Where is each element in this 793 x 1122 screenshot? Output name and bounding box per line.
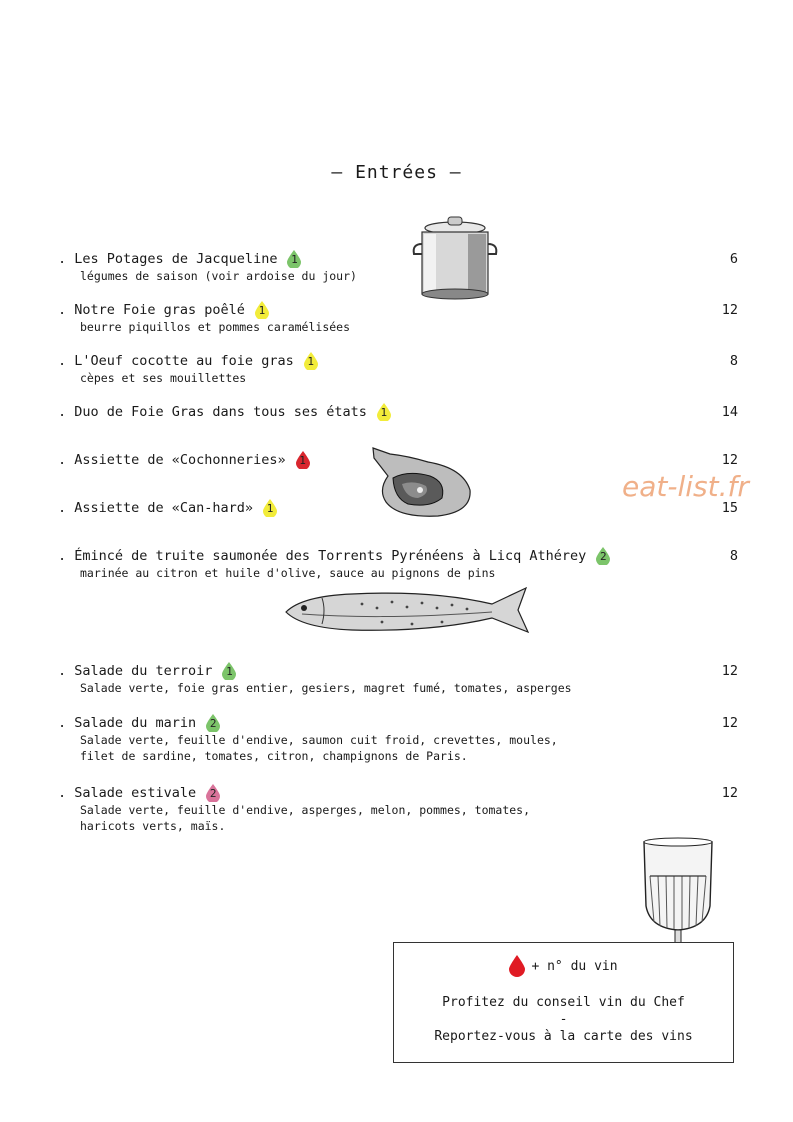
wine-drop-icon (304, 352, 318, 370)
legend-line-2: Profitez du conseil vin du Chef (442, 995, 685, 1010)
item-price: 12 (721, 452, 738, 468)
legend-line-1: + n° du vin (531, 958, 618, 974)
item-price: 12 (721, 715, 738, 731)
item-name: . Salade du marin (58, 715, 197, 731)
item-name: . Duo de Foie Gras dans tous ses états (58, 404, 367, 420)
wine-number: 1 (299, 454, 306, 467)
wine-legend (393, 942, 734, 1063)
wine-number: 1 (266, 502, 274, 515)
wine-number: 1 (291, 253, 298, 266)
red-drop-icon (509, 955, 525, 977)
item-desc: marinée au citron et huile d'olive, sauce au pignons de pins (80, 566, 496, 580)
item-desc: Salade verte, feuille d'endive, asperges, melon, pommes, tomates, (80, 803, 531, 817)
wine-number: 1 (226, 665, 233, 678)
legend-line-4: Reportez-vous à la carte des vins (434, 1029, 693, 1044)
item-name: . Notre Foie gras poêlé (58, 302, 245, 318)
wine-drop-icon (287, 250, 301, 268)
item-price: 12 (721, 663, 738, 679)
menu-item (58, 352, 738, 386)
wine-drop-icon (596, 547, 610, 565)
menu-item (58, 662, 738, 696)
wine-drop-icon (206, 784, 220, 802)
item-name: . L'Oeuf cocotte au foie gras (58, 353, 294, 369)
item-desc: légumes de saison (voir ardoise du jour) (80, 269, 357, 283)
item-desc: filet de sardine, tomates, citron, champignons de Paris. (80, 749, 468, 763)
menu-item (58, 301, 738, 335)
menu-item (58, 784, 738, 834)
wine-drop-icon (263, 499, 277, 517)
legend-drop-shape (509, 955, 525, 977)
item-name: . Assiette de «Can-hard» (58, 500, 254, 516)
item-price: 8 (729, 548, 738, 564)
item-desc: cèpes et ses mouillettes (80, 371, 247, 385)
item-price: 6 (729, 251, 738, 267)
wine-drop-icon (206, 714, 220, 732)
item-price: 12 (721, 302, 738, 318)
wine-number: 2 (209, 787, 217, 800)
wine-number: 1 (380, 406, 388, 419)
watermark: eat-list.fr (622, 470, 749, 503)
section-title: – Entrées – (331, 162, 462, 183)
wine-number: 2 (600, 550, 607, 563)
item-name: . Assiette de «Cochonneries» (58, 452, 286, 468)
menu-item (58, 547, 738, 581)
item-price: 15 (721, 500, 738, 516)
wine-drop-icon (222, 662, 236, 680)
wine-number: 1 (258, 304, 266, 317)
wine-drop-icon (377, 403, 391, 421)
stockpot-illustration (410, 212, 500, 302)
item-desc: Salade verte, foie gras entier, gesiers, magret fumé, tomates, asperges (80, 681, 572, 695)
menu-item (58, 250, 738, 284)
ham-illustration (368, 440, 478, 520)
item-name: . Salade estivale (58, 785, 197, 801)
item-name: . Salade du terroir (58, 663, 213, 679)
item-price: 8 (729, 353, 738, 369)
wine-drop-icon (255, 301, 269, 319)
item-desc: Salade verte, feuille d'endive, saumon cuit froid, crevettes, moules, (80, 733, 558, 747)
item-desc: beurre piquillos et pommes caramélisées (80, 320, 351, 334)
item-desc: haricots verts, maïs. (80, 819, 226, 833)
wine-number: 1 (307, 355, 315, 368)
menu-item (58, 714, 738, 764)
wine-number: 2 (209, 717, 217, 730)
item-price: 14 (721, 404, 738, 420)
item-name: . Les Potages de Jacqueline (58, 251, 278, 267)
trout-illustration (282, 582, 532, 638)
legend-line-3: - (559, 1012, 568, 1027)
wine-drop-icon (296, 451, 310, 469)
menu-item (58, 403, 738, 421)
item-price: 12 (721, 785, 738, 801)
item-name: . Émincé de truite saumonée des Torrents Pyrénéens à Licq Athérey (58, 548, 587, 564)
